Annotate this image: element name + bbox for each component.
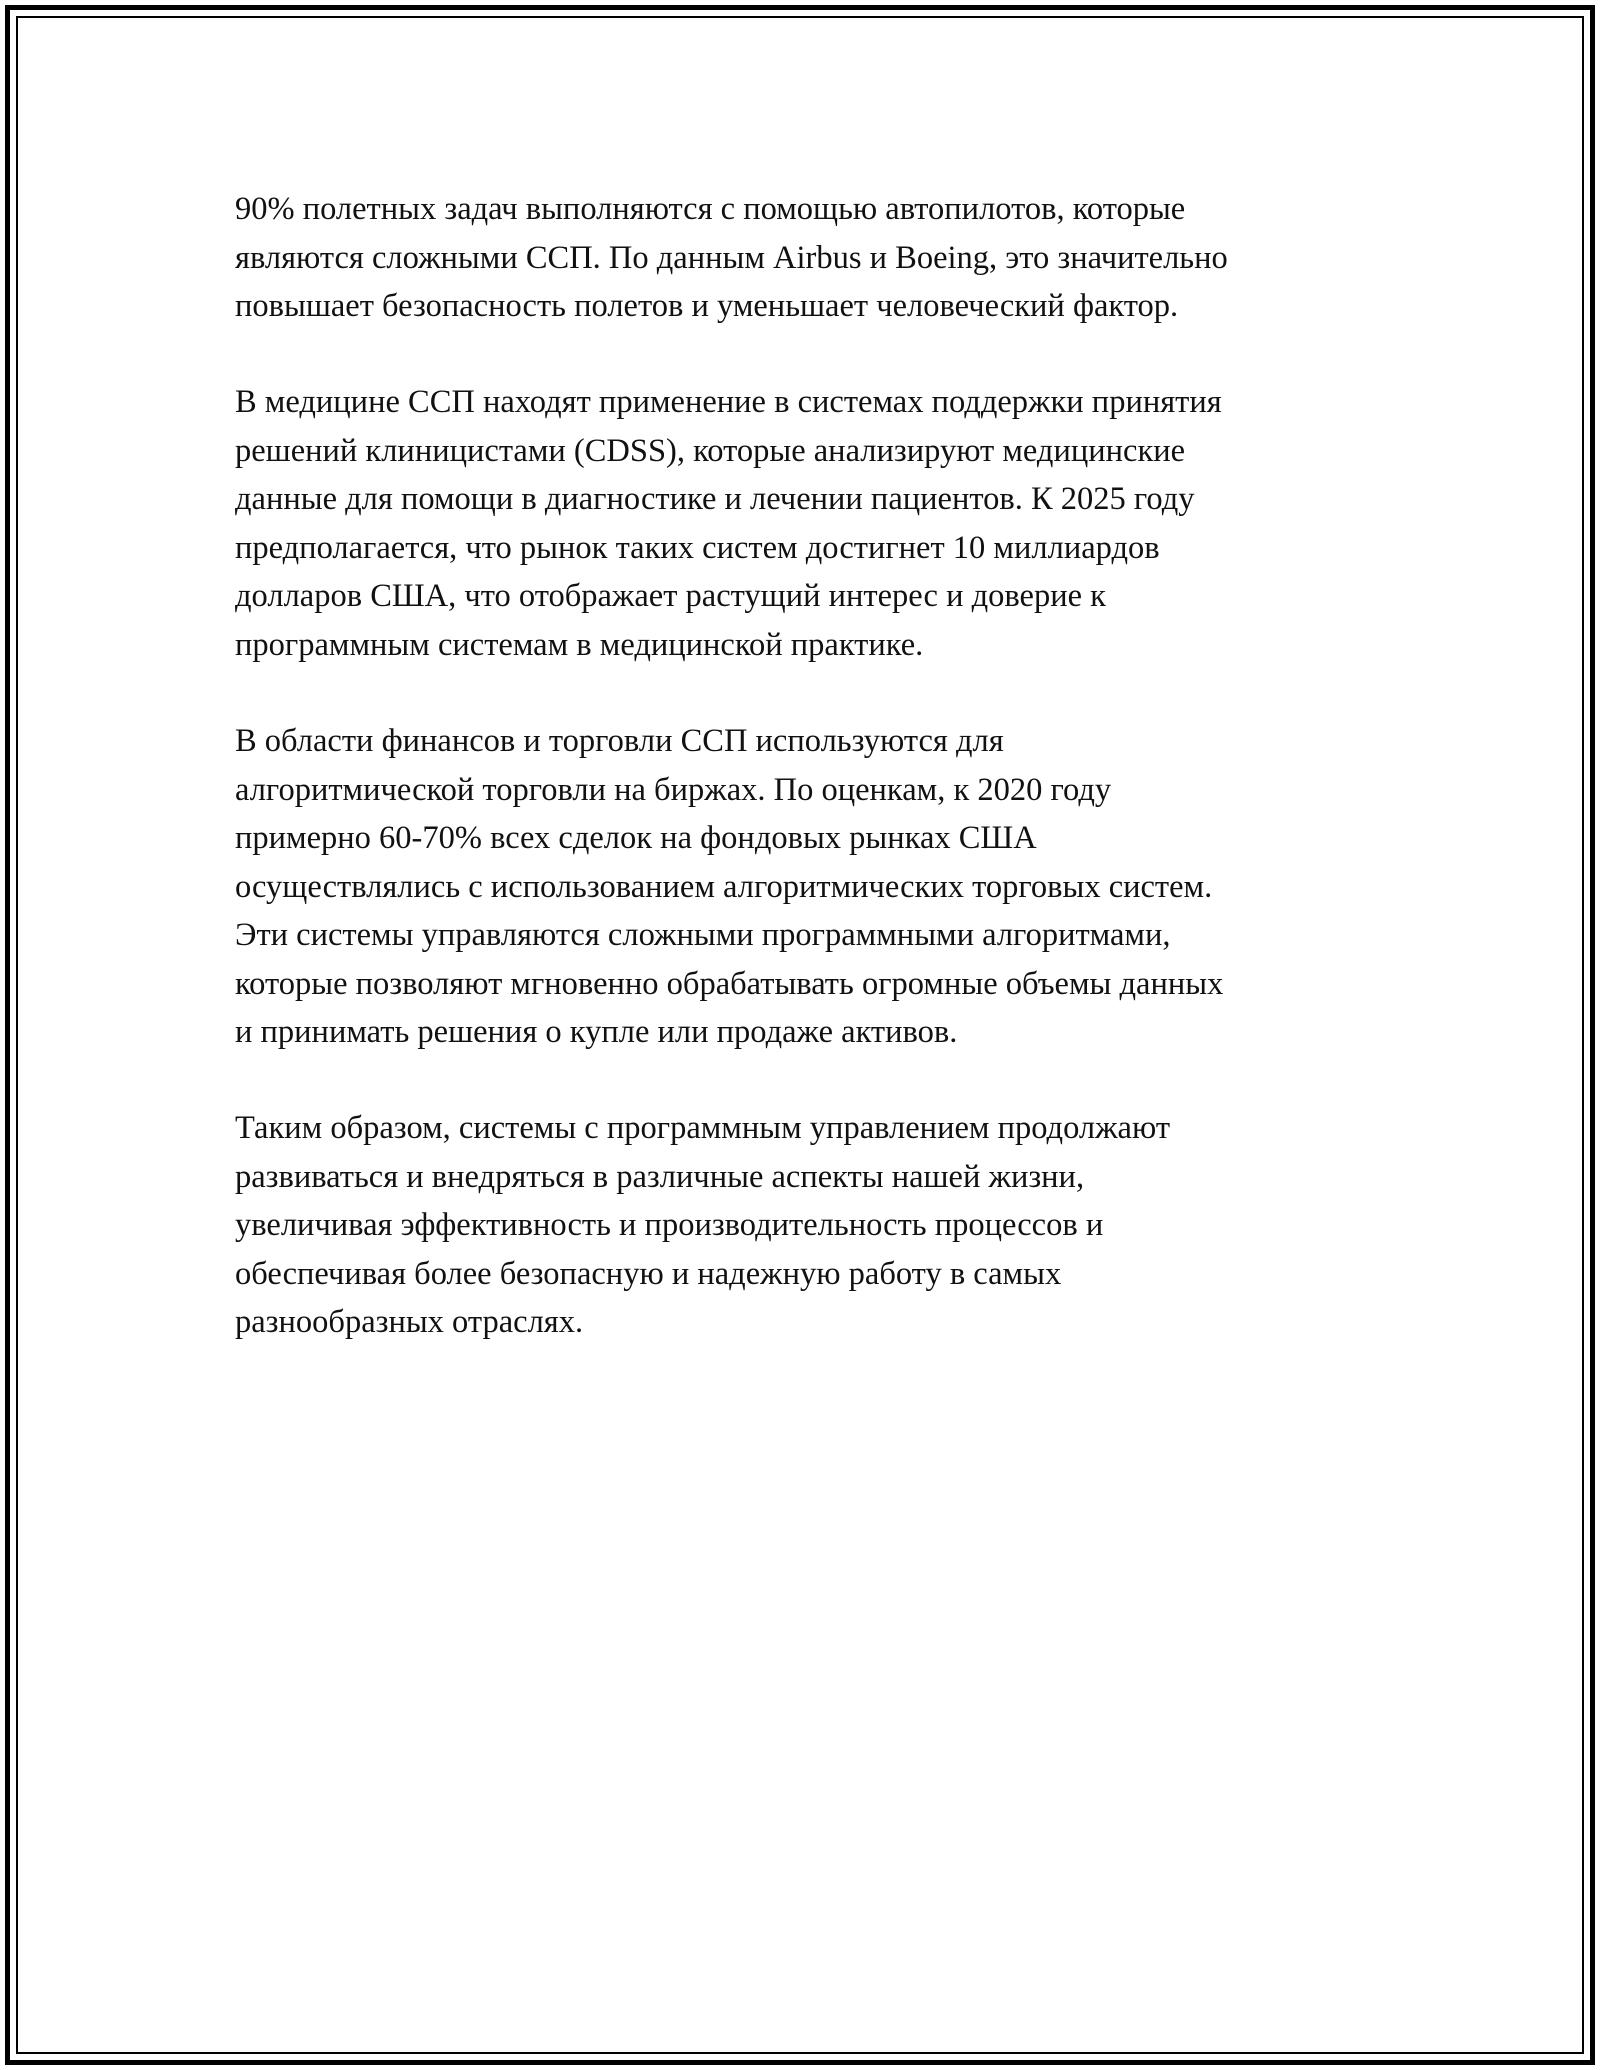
text-line: Эти системы управляются сложными программными алгоритмами, (235, 917, 1171, 953)
text-line: Таким образом, системы с программным управлением продолжают (235, 1110, 1171, 1146)
text-line: увеличивая эффективность и производительность процессов и (235, 1207, 1104, 1243)
text-line: предполагается, что рынок таких систем достигнет 10 миллиардов (235, 529, 1160, 566)
text-line: В области финансов и торговли ССП используются для (235, 723, 1004, 759)
text-line: решений клиницистами (CDSS), которые анализируют медицинские (235, 432, 1186, 469)
paragraph-medicine (235, 378, 1222, 669)
text-line: данные для помощи в диагностике и лечении пациентов. К 2025 году (235, 481, 1195, 517)
text-line: и принимать решения о купле или продаже активов. (235, 1014, 958, 1050)
text-line: повышает безопасность полетов и уменьшает человеческий фактор. (235, 288, 1179, 324)
text-line: разнообразных отраслях. (235, 1304, 584, 1340)
text-line: программным системам в медицинской практике. (235, 626, 924, 663)
text-line: В медицине ССП находят применение в системах поддержки принятия (235, 384, 1222, 420)
paragraph-finance (235, 717, 1223, 1057)
text-line: обеспечивая более безопасную и надежную работу в самых (235, 1255, 1062, 1292)
text-line: являются сложными ССП. По данным Airbus и Boeing, это значительно (235, 239, 1228, 276)
text-line: долларов США, что отображает растущий интерес и доверие к (235, 578, 1106, 614)
paragraph-conclusion (235, 1104, 1170, 1347)
text-line: которые позволяют мгновенно обрабатывать огромные объемы данных (235, 965, 1224, 1002)
text-line: осуществлялись с использованием алгоритмических торговых систем. (235, 868, 1213, 905)
text-line: 90% полетных задач выполняются с помощью автопилотов, которые (235, 191, 1186, 227)
text-line: алгоритмической торговли на биржах. По оценкам, к 2020 году (235, 771, 1112, 808)
paragraph-autopilots (235, 185, 1228, 331)
text-line: развиваться и внедряться в различные аспекты нашей жизни, (235, 1158, 1085, 1195)
text-line: примерно 60-70% всех сделок на фондовых рынках США (235, 820, 1037, 856)
